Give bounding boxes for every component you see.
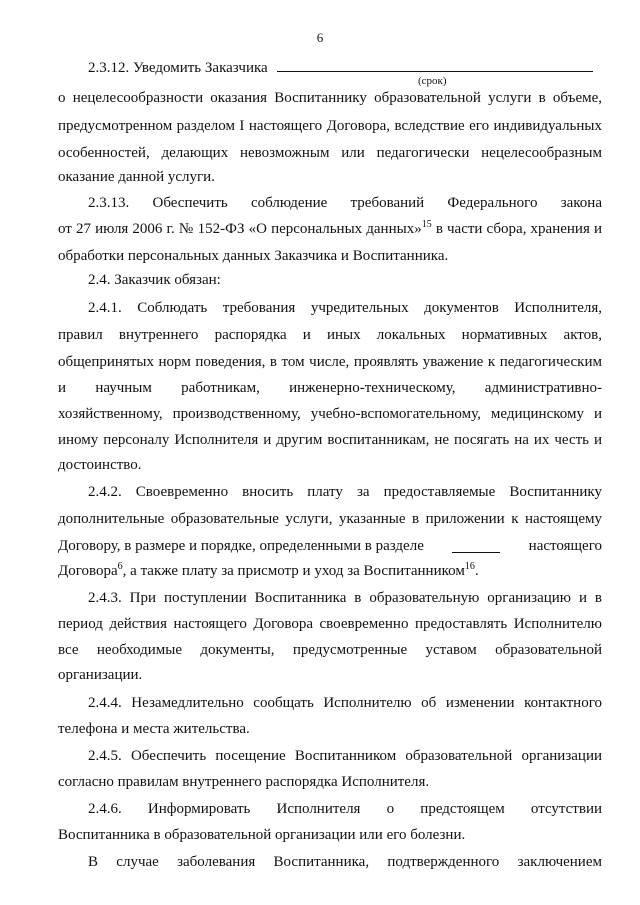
text-fragment: настоящего: [528, 538, 602, 554]
text-fragment: , а также плату за присмотр и уход за Воспитанником: [122, 563, 465, 579]
text-line: дополнительные образовательные услуги, указанные в приложении к настоящему: [58, 511, 602, 527]
text-line: особенностей, делающих невозможным или педагогически нецелесообразным: [58, 145, 602, 161]
text-line: и научным работникам, инженерно-техническому, административно-: [58, 380, 602, 396]
section-number-blank: [452, 536, 500, 553]
clause-2-4-2-line: 2.4.2. Своевременно вносить плату за предоставляемые Воспитаннику: [88, 484, 602, 500]
text-line: организации.: [58, 667, 143, 683]
clause-2-4-6-line: 2.4.6. Информировать Исполнителя о предстоящем отсутствии: [88, 801, 602, 817]
text-line: иному персоналу Исполнителя и другим воспитанникам, не посягать на их честь и: [58, 432, 602, 448]
text-line: все необходимые документы, предусмотренные уставом образовательной: [58, 642, 602, 658]
text-line: [58, 219, 602, 239]
text-line: телефона и места жительства.: [58, 721, 250, 737]
text-line: В случае заболевания Воспитанника, подтвержденного заключением: [88, 854, 602, 870]
text-line: правил внутреннего распорядка и иных локальных нормативных актов,: [58, 327, 602, 343]
deadline-blank: [277, 71, 593, 72]
clause-2-4-5-line: 2.4.5. Обеспечить посещение Воспитанником образовательной организации: [88, 748, 602, 764]
footnote-ref-16: 16: [464, 561, 475, 572]
clause-2-4-3-line: 2.4.3. При поступлении Воспитанника в образовательную организацию и в: [88, 590, 602, 606]
clause-2-4-1-line: 2.4.1. Соблюдать требования учредительных документов Исполнителя,: [88, 300, 602, 316]
clause-2-4-4-line: 2.4.4. Незамедлительно сообщать Исполнителю об изменении контактного: [88, 695, 602, 711]
page-number: 6: [316, 30, 324, 45]
text-line: [58, 536, 602, 556]
text-fragment: в части сбора, хранения и: [431, 221, 602, 237]
footnote-ref-6: 6: [117, 561, 123, 572]
deadline-caption: (срок): [418, 75, 447, 87]
text-line: общепринятых норм поведения, в том числе, проявлять уважение к педагогическим: [58, 354, 602, 370]
text-fragment: .: [474, 563, 479, 579]
text-line: хозяйственному, производственному, учебно-вспомогательному, медицинскому и: [58, 406, 602, 422]
text-line: достоинство.: [58, 457, 142, 473]
text-line: [58, 561, 602, 581]
footnote-ref-15: 15: [421, 219, 432, 230]
clause-2-3-12-text: 2.3.12. Уведомить Заказчика: [88, 60, 268, 76]
clause-2-3-13-line: 2.3.13. Обеспечить соблюдение требований Федерального закона: [88, 195, 602, 211]
text-line: оказание данной услуги.: [58, 169, 215, 185]
text-line: обработки персональных данных Заказчика и Воспитанника.: [58, 248, 449, 264]
text-line: предусмотренном разделом I настоящего Договора, вследствие его индивидуальных: [58, 118, 602, 134]
text-line: о нецелесообразности оказания Воспитаннику образовательной услуги в объеме,: [58, 90, 602, 106]
clause-2-3-12-line: [88, 58, 593, 78]
text-fragment: Договору, в размере и порядке, определенными в разделе: [58, 538, 424, 554]
text-fragment: от 27 июля 2006 г. № 152-ФЗ «О персональных данных»: [58, 221, 422, 237]
text-line: согласно правилам внутреннего распорядка Исполнителя.: [58, 774, 430, 790]
text-line: период действия настоящего Договора своевременно предоставлять Исполнителю: [58, 616, 602, 632]
text-line: Воспитанника в образовательной организации или его болезни.: [58, 827, 466, 843]
text-fragment: Договора: [58, 563, 118, 579]
section-2-4-heading: 2.4. Заказчик обязан:: [88, 272, 221, 288]
